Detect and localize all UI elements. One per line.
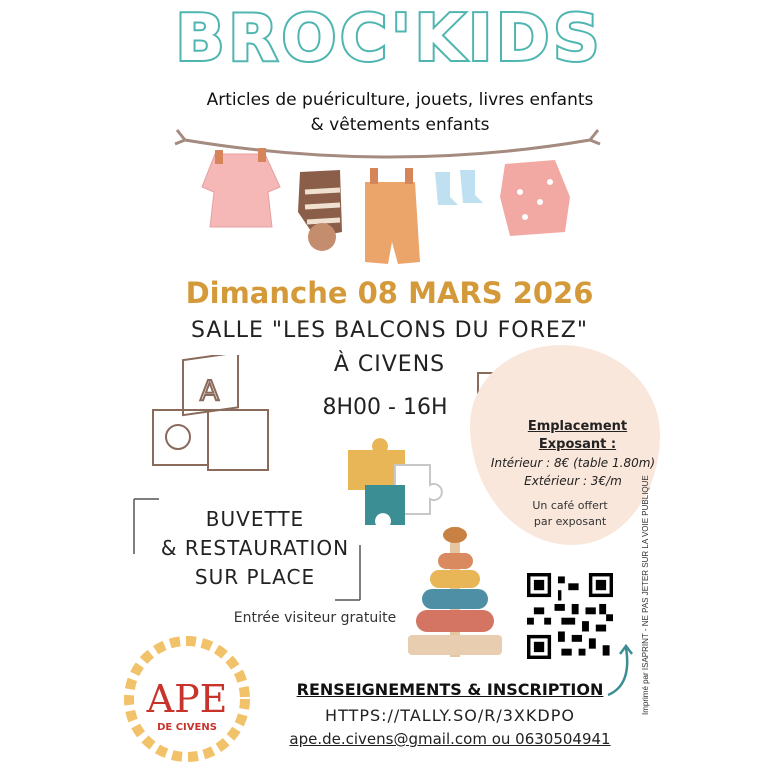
cafe-line-1: Un café offert — [532, 499, 608, 512]
info-title: RENSEIGNEMENTS & INSCRIPTION — [296, 680, 604, 699]
event-date: Dimanche 08 MARS 2026 — [185, 276, 594, 310]
exposant-title-line-1: Emplacement — [527, 419, 628, 434]
svg-text:A: A — [200, 374, 220, 407]
venue-line-1: SALLE "LES BALCONS DU FOREZ" — [191, 318, 588, 343]
buvette-line-2: & RESTAURATION — [160, 536, 350, 560]
monkey-sleeve-icon — [298, 170, 342, 251]
clothesline-illustration — [170, 112, 610, 277]
buvette-line-1: BUVETTE — [205, 507, 305, 531]
toy-blocks-icon — [148, 355, 278, 495]
exposant-cafe — [500, 498, 640, 530]
imprint-text: Imprimé par ISAPRINT - NE PAS JETER SUR LA VOIE PUBLIQUE — [641, 475, 650, 715]
entree-gratuite: Entrée visiteur gratuite — [233, 610, 397, 626]
orange-overall-icon — [365, 168, 420, 264]
ape-letters: APE — [146, 677, 228, 721]
subtitle-line-2: & vêtements enfants — [310, 115, 490, 135]
info-contact[interactable]: ape.de.civens@gmail.com ou 0630504941 — [289, 730, 611, 748]
venue-line-2: À CIVENS — [333, 352, 446, 377]
buvette-line-3: SUR PLACE — [194, 565, 316, 589]
exposant-interieur: Intérieur : 8€ (table 1.80m) — [490, 456, 656, 470]
info-url[interactable]: HTTPS://TALLY.SO/R/3XKDPO — [325, 706, 575, 725]
buvette-text — [150, 505, 360, 592]
pink-romper-icon — [202, 148, 280, 227]
stacking-ring-toy-icon — [400, 525, 505, 665]
exposant-title — [490, 418, 665, 454]
ape-name: DE CIVENS — [157, 722, 217, 733]
subtitle-line-1: Articles de puériculture, jouets, livres enfants — [206, 90, 594, 110]
ape-logo — [120, 632, 255, 767]
event-title: BROC'KIDS — [175, 2, 604, 76]
exposant-title-line-2: Exposant : — [538, 437, 617, 452]
event-hours: 8H00 - 16H — [322, 395, 448, 420]
socks-icon — [435, 170, 483, 205]
exposant-exterieur: Extérieur : 3€/m — [524, 474, 622, 488]
event-venue — [0, 314, 779, 382]
pink-dotted-romper-icon — [500, 160, 570, 236]
cafe-line-2: par exposant — [533, 515, 607, 528]
